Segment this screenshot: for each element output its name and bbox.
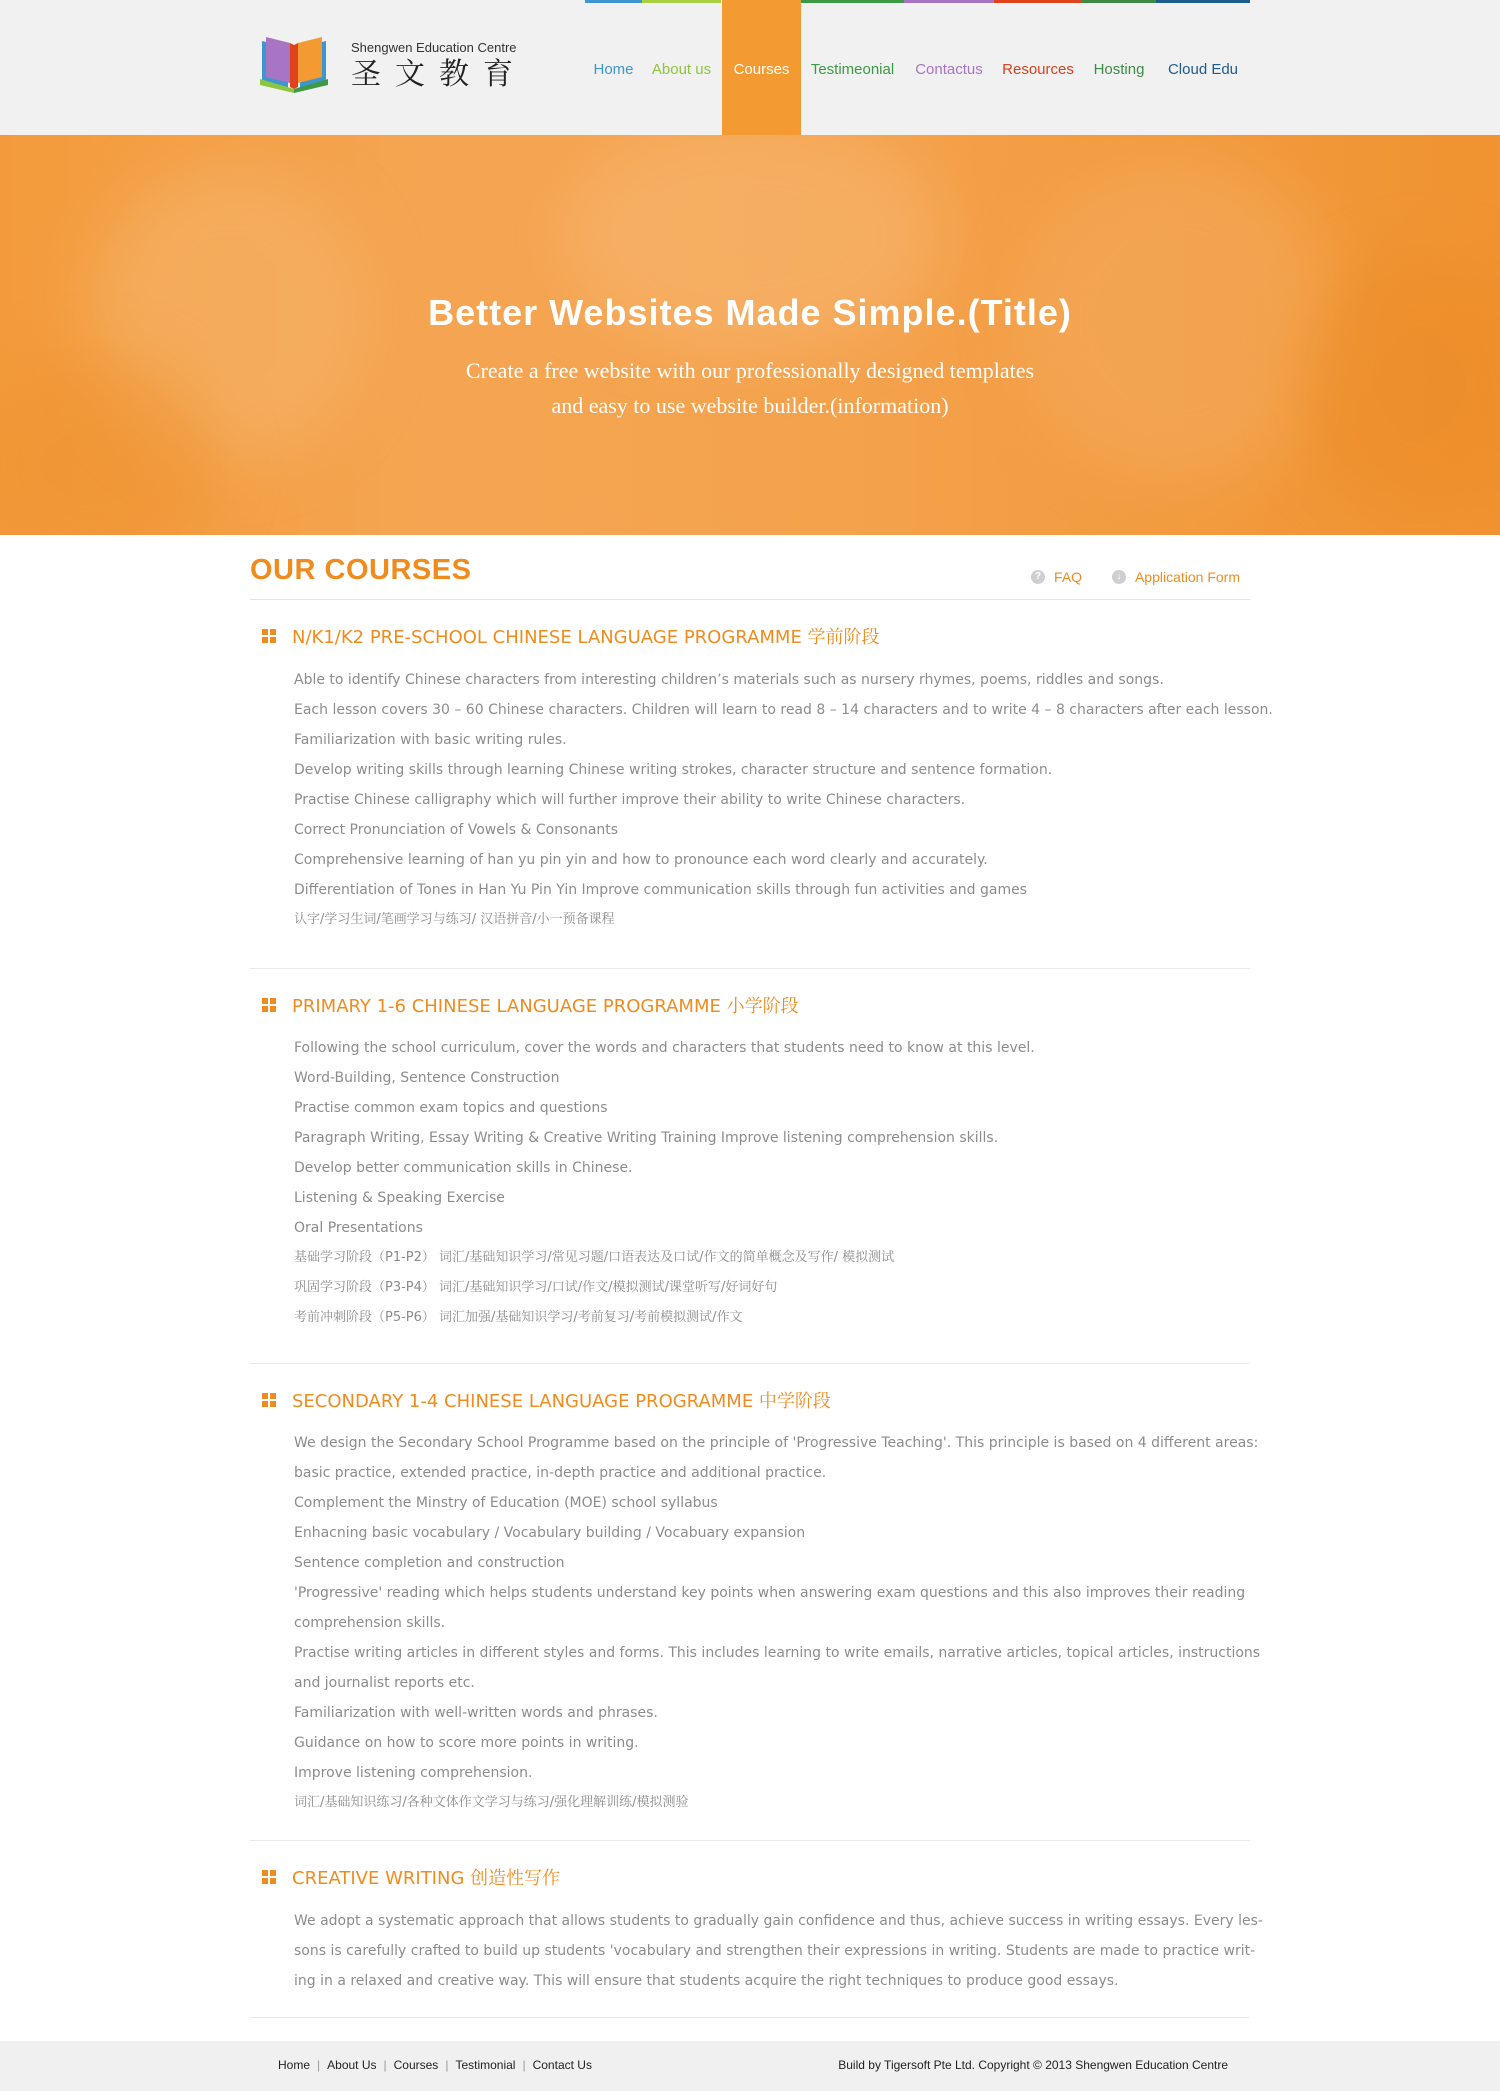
section-title [262, 992, 799, 1018]
question-icon: ? [1031, 570, 1045, 584]
course-line: Complement the Minstry of Education (MOE) school syllabus [294, 1495, 718, 1511]
course-line: 考前冲刺阶段（P5-P6） 词汇加强/基础知识学习/考前复习/考前模拟测试/作文 [294, 1310, 743, 1325]
course-line: Correct Pronunciation of Vowels & Consonants [294, 822, 619, 838]
nav-label: Home [593, 61, 634, 78]
course-line: Guidance on how to score more points in writing. [294, 1735, 639, 1751]
course-line: 认字/学习生词/笔画学习与练习/ 汉语拼音/小一预备课程 [294, 912, 615, 927]
nav-label: About us [651, 61, 712, 78]
nav-contactus[interactable] [904, 0, 994, 135]
logo-name-zh: 圣文教育 [351, 57, 527, 92]
course-line: Paragraph Writing, Essay Writing & Creative Writing Training Improve listening comprehension skills. [294, 1130, 999, 1146]
section-title-text: PRIMARY 1-6 CHINESE LANGUAGE PROGRAMME 小学阶段 [292, 996, 799, 1017]
footer-copyright: Build by Tigersoft Pte Ltd. Copyright © 2013 Shengwen Education Centre [838, 2058, 1228, 2072]
course-line: ing in a relaxed and creative way. This will ensure that students acquire the right techniques to produce good essays. [294, 1973, 1119, 1989]
section-body [294, 665, 1273, 935]
course-section-preschool [250, 600, 1273, 969]
nav-resources[interactable] [994, 0, 1082, 135]
nav-courses[interactable] [722, 0, 801, 135]
courses-header [250, 535, 1250, 600]
footer-link-courses[interactable]: Courses [393, 2058, 439, 2072]
nav-bar [585, 0, 642, 3]
nav-bar [904, 0, 994, 3]
course-line: Comprehensive learning of han yu pin yin and how to pronounce each word clearly and accurately. [294, 852, 988, 868]
footer-link-about-us[interactable]: About Us [327, 2058, 377, 2072]
course-line: Following the school curriculum, cover the words and characters that students need to know at this level. [294, 1040, 1035, 1056]
application-form-link[interactable] [1112, 569, 1240, 585]
course-line: Develop writing skills through learning Chinese writing strokes, character structure and sentence formation. [294, 762, 1053, 778]
nav-testimonial[interactable] [801, 0, 904, 135]
nav-home[interactable] [585, 0, 642, 135]
course-line: Able to identify Chinese characters from interesting children’s materials such as nursery rhymes, poems, riddles and songs. [294, 672, 1164, 688]
course-line: We adopt a systematic approach that allows students to gradually gain confidence and thus, achieve success in writing essays. Every les- [294, 1913, 1263, 1929]
course-section-primary [250, 969, 1250, 1364]
grid-icon [262, 1393, 277, 1408]
course-line: basic practice, extended practice, in-depth practice and additional practice. [294, 1465, 827, 1481]
section-title-text: N/K1/K2 PRE-SCHOOL CHINESE LANGUAGE PROGRAMME 学前阶段 [292, 627, 880, 648]
nav-label: Testimeonial [810, 61, 895, 78]
course-line: comprehension skills. [294, 1615, 446, 1631]
logo[interactable] [258, 31, 527, 93]
section-title [262, 623, 880, 649]
book-logo-icon [258, 31, 330, 93]
nav-label: Resources [1002, 61, 1074, 78]
nav-hosting[interactable] [1082, 0, 1156, 135]
footer-link-contact-us[interactable]: Contact Us [532, 2058, 592, 2072]
footer-separator: | [317, 2058, 321, 2072]
section-title [262, 1864, 560, 1890]
course-line: 词汇/基础知识练习/各种文体作文学习与练习/强化理解训练/模拟测验 [294, 1795, 689, 1810]
hero-text: Create a free website with our professionally designed templates and easy to use website builder.(information) [465, 358, 1035, 418]
nav-bar [1082, 0, 1156, 3]
section-body [294, 1033, 1234, 1333]
course-line: Practise writing articles in different styles and forms. This includes learning to write emails, narrative articles, topical articles, instructions [294, 1645, 1261, 1661]
course-line: Differentiation of Tones in Han Yu Pin Yin Improve communication skills through fun activities and games [294, 882, 1028, 898]
nav-bar [801, 0, 904, 3]
site-footer [0, 2041, 1500, 2091]
course-line: 'Progressive' reading which helps students understand key points when answering exam questions and this also improves their reading [294, 1585, 1246, 1601]
nav-cloud-edu[interactable] [1156, 0, 1250, 135]
hero-banner [0, 135, 1500, 535]
footer-links [278, 2058, 592, 2072]
main-nav [585, 0, 1250, 135]
nav-bar [722, 0, 801, 3]
course-line: We design the Secondary School Programme based on the principle of 'Progressive Teaching'. This principle is based on 4 different areas: [294, 1435, 1259, 1451]
nav-bar [642, 0, 721, 3]
course-line: Familiarization with basic writing rules. [294, 732, 567, 748]
course-line: Oral Presentations [294, 1220, 423, 1236]
logo-name-en: Shengwen Education Centre [351, 40, 517, 55]
footer-separator: | [383, 2058, 387, 2072]
section-body [294, 1428, 1261, 1818]
course-line: Familiarization with well-written words and phrases. [294, 1705, 658, 1721]
course-line: 基础学习阶段（P1-P2） 词汇/基础知识学习/常见习题/口语表达及口试/作文的简单概念及写作/ 模拟测试 [294, 1250, 895, 1265]
nav-label: Contactus [915, 61, 983, 78]
grid-icon [262, 1870, 277, 1885]
course-line: and journalist reports etc. [294, 1675, 475, 1691]
download-icon: ↓ [1112, 570, 1126, 584]
course-line: Enhacning basic vocabulary / Vocabulary building / Vocabuary expansion [294, 1525, 806, 1541]
nav-about-us[interactable] [642, 0, 721, 135]
faq-link[interactable] [1031, 569, 1082, 585]
course-line: Develop better communication skills in Chinese. [294, 1160, 633, 1176]
course-line: Listening & Speaking Exercise [294, 1190, 505, 1206]
header-links [1005, 566, 1240, 585]
course-section-creative-writing [250, 1841, 1263, 2018]
nav-label: Courses [733, 61, 790, 78]
nav-label: Cloud Edu [1167, 61, 1239, 78]
nav-bar [994, 0, 1082, 3]
course-line: Each lesson covers 30 – 60 Chinese characters. Children will learn to read 8 – 14 characters and to write 4 – 8 characters after each lesson. [294, 702, 1273, 718]
section-title [262, 1387, 831, 1413]
course-line: Sentence completion and construction [294, 1555, 565, 1571]
footer-separator: | [445, 2058, 449, 2072]
course-line: sons is carefully crafted to build up students 'vocabulary and strengthen their expressions in writing. Students are made to practice writ- [294, 1943, 1256, 1959]
course-section-secondary [250, 1364, 1261, 1841]
nav-bar [1156, 0, 1250, 3]
footer-separator: | [522, 2058, 526, 2072]
course-line: Practise common exam topics and questions [294, 1100, 608, 1116]
nav-label: Hosting [1093, 61, 1145, 78]
section-title-text: SECONDARY 1-4 CHINESE LANGUAGE PROGRAMME 中学阶段 [292, 1391, 831, 1412]
site-header [0, 0, 1500, 135]
application-form-label: Application Form [1134, 569, 1240, 585]
page-title: OUR COURSES [250, 554, 472, 586]
grid-icon [262, 629, 277, 644]
course-line: Practise Chinese calligraphy which will further improve their ability to write Chinese characters. [294, 792, 966, 808]
course-line: 巩固学习阶段（P3-P4） 词汇/基础知识学习/口试/作文/模拟测试/课堂听写/好词好句 [294, 1280, 778, 1295]
faq-label: FAQ [1054, 569, 1083, 585]
section-body [294, 1906, 1263, 1996]
course-line: Improve listening comprehension. [294, 1765, 533, 1781]
hero-title: Better Websites Made Simple.(Title) [428, 292, 1072, 333]
course-line: Word-Building, Sentence Construction [294, 1070, 560, 1086]
section-title-text: CREATIVE WRITING 创造性写作 [292, 1868, 561, 1889]
footer-link-home[interactable]: Home [278, 2058, 311, 2072]
grid-icon [262, 998, 277, 1013]
footer-link-testimonial[interactable]: Testimonial [455, 2058, 516, 2072]
